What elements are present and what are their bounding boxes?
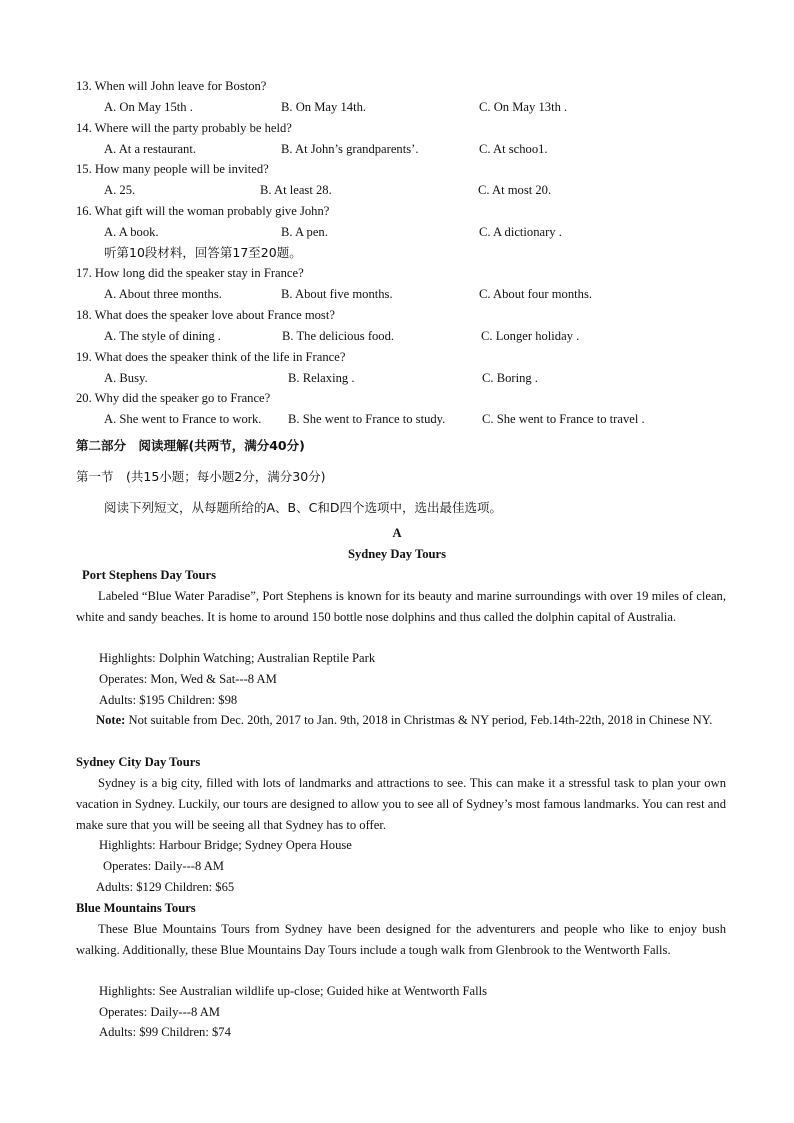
tour-heading: Sydney City Day Tours <box>76 755 201 769</box>
tour-heading: Port Stephens Day Tours <box>82 568 217 582</box>
option-b: B. At least 28. <box>260 183 332 197</box>
option-c: C. She went to France to travel . <box>482 412 645 426</box>
listening-note: 听第10段材料，回答第17至20题。 <box>104 245 302 260</box>
question-20 <box>0 388 794 409</box>
question-stem: 19. What does the speaker think of the life in France? <box>76 350 346 364</box>
question-16-options <box>0 222 794 243</box>
option-b: B. The delicious food. <box>282 329 395 343</box>
question-18 <box>0 305 794 326</box>
question-19-options <box>0 368 794 389</box>
option-c: C. About four months. <box>479 287 592 301</box>
option-a: A. Busy. <box>104 371 148 385</box>
option-a: A. On May 15th . <box>104 100 193 114</box>
question-13-options <box>0 97 794 118</box>
question-13 <box>0 76 794 97</box>
tour-description: These Blue Mountains Tours from Sydney have been designed for the adventurers and people who like to enjoy bush walking. Additionally, these Blue Mountains Day Tours include a tough walk from Glenbrook to the Wentworth Falls. <box>76 922 726 957</box>
tour-highlights: Highlights: Dolphin Watching; Australian Reptile Park <box>99 651 376 665</box>
option-b: B. On May 14th. <box>281 100 367 114</box>
option-b: B. At John’s grandparents’. <box>281 142 419 156</box>
question-stem: 16. What gift will the woman probably give John? <box>76 204 330 218</box>
tour-description: Sydney is a big city, filled with lots of landmarks and attractions to see. This can make it a stressful task to plan your own vacation in Sydney. Luckily, our tours are designed to allow you to see all of Sydney’s most famous landmarks. You can rest and make sure that you will be seeing all that Sydney has to offer. <box>76 776 726 832</box>
question-15-options <box>0 180 794 201</box>
section1-heading: 第一节 (共15小题；每小题2分，满分30分) <box>76 469 326 484</box>
option-b: B. Relaxing . <box>288 371 355 385</box>
question-stem: 14. Where will the party probably be held? <box>76 121 292 135</box>
option-a: A. At a restaurant. <box>104 142 196 156</box>
tour-operates: Operates: Daily---8 AM <box>99 1005 221 1019</box>
question-20-options <box>0 409 794 430</box>
option-c: C. On May 13th . <box>479 100 568 114</box>
option-a: A. She went to France to work. <box>104 412 262 426</box>
tour-note: Note: Not suitable from Dec. 20th, 2017 to Jan. 9th, 2018 in Christmas & NY period, Feb.14th-22th, 2018 in Chinese NY. <box>96 713 713 727</box>
tour-prices: Adults: $129 Children: $65 <box>96 880 235 894</box>
option-a: A. A book. <box>104 225 159 239</box>
tour-operates: Operates: Mon, Wed & Sat---8 AM <box>99 672 277 686</box>
option-a: A. 25. <box>104 183 136 197</box>
question-16 <box>0 201 794 222</box>
question-18-options <box>0 326 794 347</box>
question-17-options <box>0 284 794 305</box>
question-stem: 13. When will John leave for Boston? <box>76 79 267 93</box>
question-17 <box>0 263 794 284</box>
option-a: A. About three months. <box>104 287 222 301</box>
question-14-options <box>0 139 794 160</box>
part2-heading: 第二部分 阅读理解(共两节，满分40分) <box>76 438 305 453</box>
question-stem: 17. How long did the speaker stay in France? <box>76 266 304 280</box>
tour-prices: Adults: $99 Children: $74 <box>99 1025 231 1039</box>
question-stem: 18. What does the speaker love about France most? <box>76 308 335 322</box>
question-stem: 15. How many people will be invited? <box>76 162 269 176</box>
option-a: A. The style of dining . <box>104 329 221 343</box>
tour-operates: Operates: Daily---8 AM <box>103 859 225 873</box>
option-b: B. A pen. <box>281 225 328 239</box>
question-15 <box>0 159 794 180</box>
option-c: C. At schoo1. <box>479 142 548 156</box>
tour-prices: Adults: $195 Children: $98 <box>99 693 238 707</box>
option-b: B. She went to France to study. <box>288 412 446 426</box>
question-14 <box>0 118 794 139</box>
option-c: C. Boring . <box>482 371 538 385</box>
tour-heading: Blue Mountains Tours <box>76 901 196 915</box>
option-c: C. At most 20. <box>478 183 552 197</box>
passage-letter: A <box>392 526 402 540</box>
option-b: B. About five months. <box>281 287 393 301</box>
question-19 <box>0 347 794 368</box>
tour-highlights: Highlights: Harbour Bridge; Sydney Opera House <box>99 838 352 852</box>
option-c: C. A dictionary . <box>479 225 562 239</box>
question-stem: 20. Why did the speaker go to France? <box>76 391 271 405</box>
passage-title: Sydney Day Tours <box>348 547 446 561</box>
tour-highlights: Highlights: See Australian wildlife up-close; Guided hike at Wentworth Falls <box>99 984 488 998</box>
tour-description: Labeled “Blue Water Paradise”, Port Stephens is known for its beauty and marine surroundings with over 19 miles of clean, white and sandy beaches. It is home to around 150 bottle nose dolphins and thus called the dolphin capital of Australia. <box>76 589 726 624</box>
option-c: C. Longer holiday . <box>481 329 580 343</box>
reading-instructions: 阅读下列短文，从每题所给的A、B、C和D四个选项中，选出最佳选项。 <box>104 500 502 515</box>
